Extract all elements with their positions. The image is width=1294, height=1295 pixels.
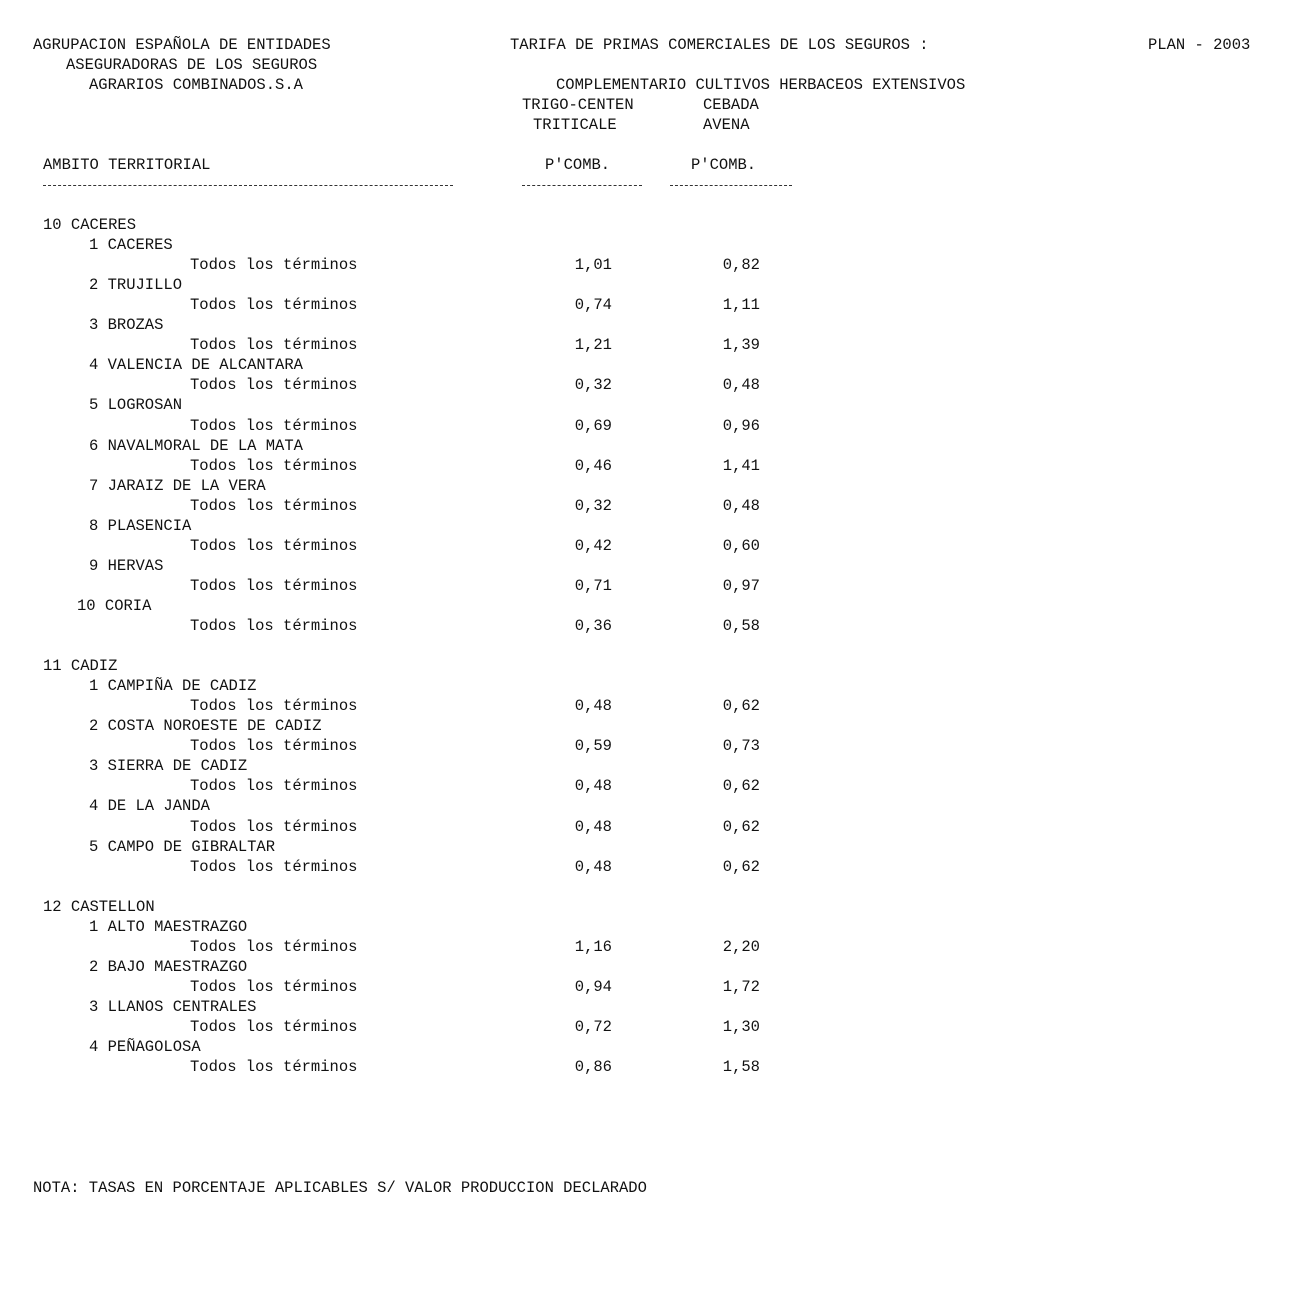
col1-value: 0,42 — [574, 536, 612, 555]
col2-divider — [670, 185, 792, 186]
org-name-line3: AGRARIOS COMBINADOS.S.A — [89, 76, 303, 94]
col1-value: 0,32 — [574, 376, 612, 395]
province-heading: 11 CADIZ — [43, 657, 118, 676]
col1-header-line1: TRIGO-CENTEN — [522, 96, 634, 114]
comarca-name: 3 BROZAS — [89, 316, 164, 335]
col1-value: 0,59 — [574, 737, 612, 756]
comarca-name: 4 PEÑAGOLOSA — [89, 1038, 201, 1057]
term-label: Todos los términos — [190, 857, 358, 876]
col1-value: 1,01 — [574, 256, 612, 275]
col2-label: P'COMB. — [691, 156, 757, 174]
col1-value: 1,16 — [574, 937, 612, 956]
term-label: Todos los términos — [190, 256, 358, 275]
col2-value: 0,73 — [722, 737, 760, 756]
footer-note: NOTA: TASAS EN PORCENTAJE APLICABLES S/ VALOR PRODUCCION DECLARADO — [33, 1179, 647, 1197]
territory-divider — [43, 185, 453, 186]
comarca-name: 10 CORIA — [77, 596, 152, 615]
col1-value: 0,94 — [574, 977, 612, 996]
col1-header-line2: TRITICALE — [533, 116, 617, 134]
col2-value: 0,96 — [722, 416, 760, 435]
col1-value: 0,86 — [574, 1058, 612, 1077]
comarca-name: 1 CAMPIÑA DE CADIZ — [89, 677, 257, 696]
col1-value: 0,74 — [574, 296, 612, 315]
comarca-name: 1 ALTO MAESTRAZGO — [89, 917, 248, 936]
col1-value: 0,69 — [574, 416, 612, 435]
col1-value: 0,48 — [574, 857, 612, 876]
col2-header-line1: CEBADA — [703, 96, 759, 114]
comarca-name: 3 LLANOS CENTRALES — [89, 997, 257, 1016]
document-title: TARIFA DE PRIMAS COMERCIALES DE LOS SEGUROS : — [510, 36, 929, 54]
col1-value: 0,36 — [574, 617, 612, 635]
col2-value: 0,60 — [722, 536, 760, 555]
term-label: Todos los términos — [190, 777, 358, 796]
term-label: Todos los términos — [190, 617, 358, 635]
term-label: Todos los términos — [190, 496, 358, 515]
document-subtitle: COMPLEMENTARIO CULTIVOS HERBACEOS EXTENSIVOS — [556, 76, 966, 94]
col2-value: 1,58 — [722, 1058, 760, 1077]
province-heading: 10 CACERES — [43, 216, 137, 234]
comarca-name: 2 BAJO MAESTRAZGO — [89, 957, 248, 976]
term-label: Todos los términos — [190, 1058, 358, 1077]
col2-value: 1,39 — [722, 336, 760, 355]
col2-value: 0,62 — [722, 857, 760, 876]
comarca-name: 5 LOGROSAN — [89, 396, 183, 415]
comarca-name: 2 TRUJILLO — [89, 276, 183, 295]
org-name-line1: AGRUPACION ESPAÑOLA DE ENTIDADES — [33, 36, 331, 54]
plan-year: PLAN - 2003 — [1148, 36, 1251, 54]
comarca-name: 9 HERVAS — [89, 556, 164, 575]
term-label: Todos los términos — [190, 937, 358, 956]
col1-value: 0,71 — [574, 576, 612, 595]
comarca-name: 5 CAMPO DE GIBRALTAR — [89, 837, 276, 856]
col1-value: 0,72 — [574, 1018, 612, 1036]
col2-value: 0,62 — [722, 817, 760, 836]
term-label: Todos los términos — [190, 536, 358, 555]
col2-value: 0,62 — [722, 777, 760, 796]
col2-value: 0,97 — [722, 576, 760, 595]
col1-value: 0,32 — [574, 496, 612, 515]
comarca-name: 4 VALENCIA DE ALCANTARA — [89, 356, 303, 375]
term-label: Todos los términos — [190, 817, 358, 836]
term-label: Todos los términos — [190, 1018, 358, 1036]
comarca-name: 4 DE LA JANDA — [89, 797, 210, 816]
comarca-name: 2 COSTA NOROESTE DE CADIZ — [89, 717, 322, 736]
col2-value: 0,62 — [722, 697, 760, 716]
comarca-name: 6 NAVALMORAL DE LA MATA — [89, 436, 303, 455]
col2-value: 0,48 — [722, 376, 760, 395]
province-heading: 12 CASTELLON — [43, 897, 155, 916]
col2-value: 2,20 — [722, 937, 760, 956]
territory-column-label: AMBITO TERRITORIAL — [43, 156, 211, 174]
term-label: Todos los términos — [190, 576, 358, 595]
term-label: Todos los términos — [190, 296, 358, 315]
col1-label: P'COMB. — [545, 156, 611, 174]
org-name-line2: ASEGURADORAS DE LOS SEGUROS — [66, 56, 318, 74]
col1-value: 0,48 — [574, 697, 612, 716]
col1-divider — [522, 185, 642, 186]
comarca-name: 7 JARAIZ DE LA VERA — [89, 476, 266, 495]
col1-value: 0,46 — [574, 456, 612, 475]
col2-value: 1,72 — [722, 977, 760, 996]
col2-header-line2: AVENA — [703, 116, 750, 134]
col1-value: 0,48 — [574, 817, 612, 836]
col2-value: 1,41 — [722, 456, 760, 475]
col2-value: 0,58 — [722, 617, 760, 635]
term-label: Todos los términos — [190, 416, 358, 435]
col2-value: 0,82 — [722, 256, 760, 275]
comarca-name: 1 CACERES — [89, 236, 173, 255]
term-label: Todos los términos — [190, 977, 358, 996]
term-label: Todos los términos — [190, 336, 358, 355]
term-label: Todos los términos — [190, 376, 358, 395]
col2-value: 1,11 — [722, 296, 760, 315]
col1-value: 1,21 — [574, 336, 612, 355]
term-label: Todos los términos — [190, 456, 358, 475]
comarca-name: 3 SIERRA DE CADIZ — [89, 757, 248, 776]
col2-value: 0,48 — [722, 496, 760, 515]
col2-value: 1,30 — [722, 1018, 760, 1036]
term-label: Todos los términos — [190, 737, 358, 756]
comarca-name: 8 PLASENCIA — [89, 516, 192, 535]
term-label: Todos los términos — [190, 697, 358, 716]
col1-value: 0,48 — [574, 777, 612, 796]
